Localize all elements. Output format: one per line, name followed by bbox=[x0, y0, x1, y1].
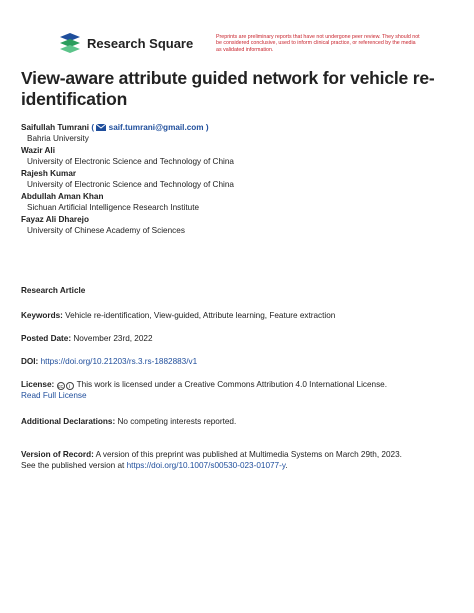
version-of-record: Version of Record: A version of this preprint was published at Multimedia Systems on March 29th, 2023. See the published version at https://doi.org/10.1007/s00530-023-01077-y. bbox=[21, 450, 402, 470]
posted-date-line bbox=[21, 333, 461, 344]
author-email-link[interactable]: ( saif.tumrani@gmail.com ) bbox=[91, 123, 209, 132]
doi-link[interactable]: https://doi.org/10.21203/rs.3.rs-1882883/v1 bbox=[40, 357, 198, 366]
published-version-prefix: See the published version at bbox=[21, 461, 125, 470]
author-name: Abdullah Aman Khan bbox=[21, 192, 104, 201]
license-line bbox=[21, 379, 461, 401]
author-affiliation: University of Chinese Academy of Sciences bbox=[27, 226, 185, 235]
keywords-value: Vehicle re-identification, View-guided, Attribute learning, Feature extraction bbox=[65, 311, 336, 320]
version-of-record-label: Version of Record: bbox=[21, 450, 94, 459]
research-square-logo[interactable] bbox=[58, 33, 193, 53]
declarations-value: No competing interests reported. bbox=[117, 417, 237, 426]
cc-icon: cc bbox=[58, 384, 63, 390]
author-email: saif.tumrani@gmail.com bbox=[108, 123, 204, 132]
envelope-icon bbox=[96, 124, 106, 131]
author-entry bbox=[21, 192, 461, 213]
author-entry bbox=[21, 123, 461, 144]
author-name: Saifullah Tumrani bbox=[21, 123, 90, 132]
author-affiliation: Sichuan Artificial Intelligence Research Institute bbox=[27, 203, 200, 212]
author-entry bbox=[21, 146, 461, 167]
published-version-link[interactable]: https://doi.org/10.1007/s00530-023-01077-y bbox=[126, 461, 286, 470]
author-name: Rajesh Kumar bbox=[21, 169, 77, 178]
author-affiliation: University of Electronic Science and Technology of China bbox=[27, 157, 234, 166]
author-list bbox=[21, 123, 461, 238]
declarations-label: Additional Declarations: bbox=[21, 417, 116, 426]
by-icon: i bbox=[66, 382, 74, 390]
doi-line bbox=[21, 356, 461, 367]
paper-title: View-aware attribute guided network for vehicle re-identification bbox=[21, 68, 435, 109]
author-entry bbox=[21, 169, 461, 190]
license-text: This work is licensed under a Creative Commons Attribution 4.0 International License. bbox=[76, 380, 388, 389]
license-label: License: bbox=[21, 380, 55, 389]
declarations-line bbox=[21, 416, 461, 427]
author-name: Wazir Ali bbox=[21, 146, 55, 155]
author-affiliation: Bahria University bbox=[27, 134, 89, 143]
article-type: Research Article bbox=[21, 286, 86, 295]
keywords-line bbox=[21, 310, 461, 321]
posted-date-value: November 23rd, 2022 bbox=[73, 334, 153, 343]
author-affiliation: University of Electronic Science and Technology of China bbox=[27, 180, 234, 189]
research-square-logo-icon bbox=[58, 33, 82, 53]
version-of-record-text: A version of this preprint was published at Multimedia Systems on March 29th, 2023. bbox=[95, 450, 402, 459]
author-entry bbox=[21, 215, 461, 236]
read-full-license-link[interactable]: Read Full License bbox=[21, 391, 87, 400]
doi-label: DOI: bbox=[21, 357, 39, 366]
posted-date-label: Posted Date: bbox=[21, 334, 72, 343]
brand-name: Research Square bbox=[87, 35, 194, 51]
preprint-disclaimer: Preprints are preliminary reports that have not undergone peer review. They should not be considered conclusive, used to inform clinical practice, or referenced by the media as validated information. bbox=[216, 34, 420, 53]
keywords-label: Keywords: bbox=[21, 311, 63, 320]
author-name: Fayaz Ali Dharejo bbox=[21, 215, 89, 224]
